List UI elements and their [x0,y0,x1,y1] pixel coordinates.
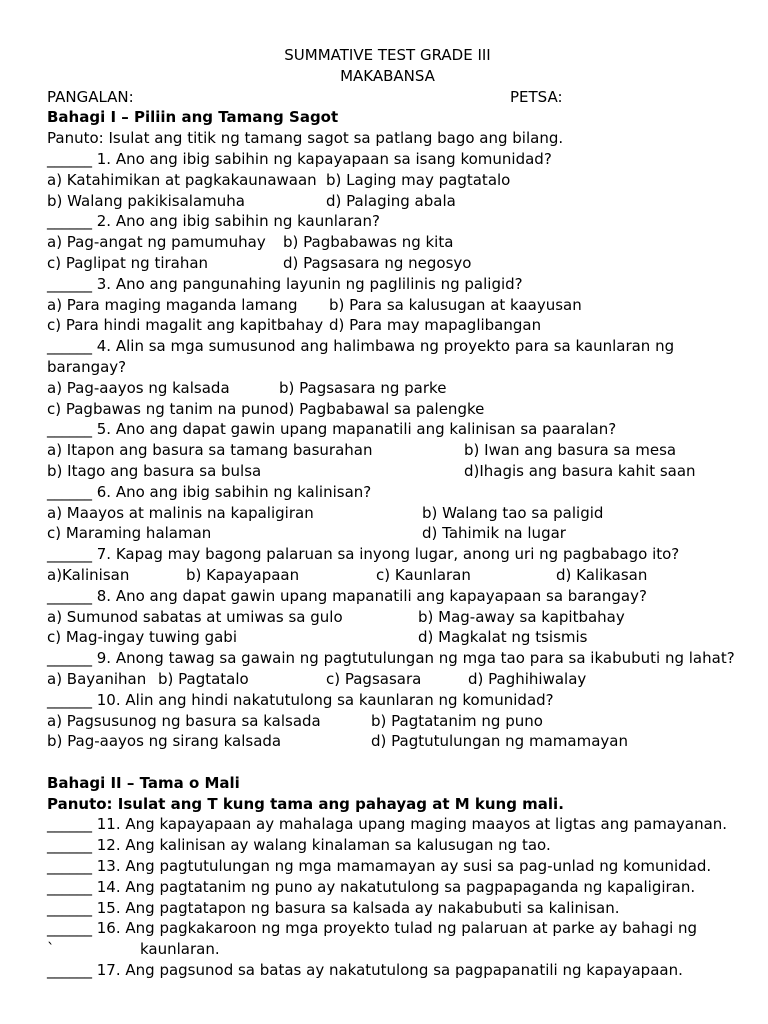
choice: b) Walang tao sa paligid [422,503,604,522]
continuation-text: kaunlaran. [140,940,220,959]
question-4: ______ 4. Alin sa mga sumusunod ang halimbawa ng proyekto para sa kaunlaran ng barangay? [47,337,675,376]
section-gap [47,752,728,773]
choice-row [47,378,728,399]
question-10: ______ 10. Alin ang hindi nakatutulong sa kaunlaran ng komunidad? [47,690,554,709]
choice: b) Laging may pagtatalo [326,170,511,189]
name-date-row [47,87,728,108]
question-8: ______ 8. Ano ang dapat gawin upang mapanatili ang kapayapaan sa barangay? [47,586,647,605]
choice: a) Sumunod sabatas at umiwas sa gulo [47,607,343,626]
choice: c) Kaunlaran [376,565,471,584]
choice: c) Pagbawas ng tanim na puno [47,399,279,418]
choice: a) Itapon ang basura sa tamang basurahan [47,441,373,460]
choice-row [47,565,728,586]
choice: b) Pagsasara ng parke [279,378,447,397]
choice-row [47,731,728,752]
choice-row [47,440,728,461]
choice: d) Pagtutulungan ng mamamayan [371,732,628,751]
choice: a) Katahimikan at pagkakaunawaan [47,170,317,189]
choice: a) Maayos at malinis na kapaligiran [47,503,314,522]
part2-instructions: Panuto: Isulat ang T kung tama ang pahayag at M kung mali. [47,794,564,813]
choice-row [47,627,728,648]
choice-row [47,170,728,191]
choice: a) Bayanihan [47,669,147,688]
true-false-item: ______ 14. Ang pagtatanim ng puno ay nakatutulong sa pagpapaganda ng kapaligiran. [47,877,696,896]
choice-row [47,523,728,544]
choice: b) Itago ang basura sa bulsa [47,461,262,480]
choice: d)Ihagis ang basura kahit saan [464,461,696,480]
part2-heading: Bahagi II – Tama o Mali [47,773,240,792]
choice-row [47,315,728,336]
choice: a)Kalinisan [47,565,130,584]
choice: d) Tahimik na lugar [422,524,566,543]
question-9: ______ 9. Anong tawag sa gawain ng pagtutulungan ng mga tao para sa ikabubuti ng lahat? [47,649,735,668]
choice: b) Para sa kalusugan at kaayusan [329,295,582,314]
choice: c) Para hindi magalit ang kapitbahay [47,316,324,335]
choice: a) Pagsusunog ng basura sa kalsada [47,711,321,730]
choice-row [47,399,728,420]
question-1: ______ 1. Ano ang ibig sabihin ng kapayapaan sa isang komunidad? [47,149,552,168]
question-6: ______ 6. Ano ang ibig sabihin ng kalinisan? [47,482,372,501]
stray-mark: ` [47,940,55,959]
choice: d) Pagsasara ng negosyo [283,253,472,272]
choice: b) Mag-away sa kapitbahay [418,607,625,626]
choice: a) Pag-aayos ng kalsada [47,378,230,397]
true-false-item: ______ 15. Ang pagtatapon ng basura sa kalsada ay nakabubuti sa kalinisan. [47,898,620,917]
true-false-item: ______ 17. Ang pagsunod sa batas ay nakatutulong sa pagpapanatili ng kapayapaan. [47,961,683,980]
true-false-item-continuation [47,939,728,960]
question-7: ______ 7. Kapag may bagong palaruan sa inyong lugar, anong uri ng pagbabago ito? [47,545,680,564]
choice-row [47,191,728,212]
choice: d) Palaging abala [326,191,456,210]
choice: b) Pagtatanim ng puno [371,711,543,730]
choice: d) Magkalat ng tsismis [418,628,588,647]
choice: d) Kalikasan [556,565,648,584]
choice: a) Pag-angat ng pamumuhay [47,233,266,252]
choice: b) Iwan ang basura sa mesa [464,441,677,460]
choice: c) Paglipat ng tirahan [47,253,209,272]
choice: b) Pagbabawas ng kita [283,233,454,252]
true-false-item: ______ 11. Ang kapayapaan ay mahalaga upang maging maayos at ligtas ang pamayanan. [47,815,728,834]
choice: d) Pagbabawal sa palengke [279,399,485,418]
true-false-item: ______ 16. Ang pagkakaroon ng mga proyekto tulad ng palaruan at parke ay bahagi ng [47,919,698,938]
name-label: PANGALAN: [47,87,134,106]
choice: b) Pag-aayos ng sirang kalsada [47,732,282,751]
choice-row [47,711,728,732]
choice: b) Pagtatalo [158,669,249,688]
choice: b) Walang pakikisalamuha [47,191,245,210]
choice-row [47,232,728,253]
choice-row [47,295,728,316]
choice: c) Pagsasara [326,669,422,688]
question-2: ______ 2. Ano ang ibig sabihin ng kaunlaran? [47,212,380,231]
date-label: PETSA: [510,87,563,106]
part1-instructions: Panuto: Isulat ang titik ng tamang sagot sa patlang bago ang bilang. [47,129,564,148]
test-title: SUMMATIVE TEST GRADE III [284,46,491,64]
choice-row [47,253,728,274]
choice-row [47,503,728,524]
true-false-item: ______ 12. Ang kalinisan ay walang kinalaman sa kalusugan ng tao. [47,836,551,855]
choice: d) Para may mapaglibangan [329,316,542,335]
choice-row [47,669,728,690]
choice-row [47,461,728,482]
choice: a) Para maging maganda lamang [47,295,298,314]
question-5: ______ 5. Ano ang dapat gawin upang mapanatili ang kalinisan sa paaralan? [47,420,617,439]
choice: c) Mag-ingay tuwing gabi [47,628,237,647]
choice: c) Maraming halaman [47,524,212,543]
choice-row [47,607,728,628]
subject-title: MAKABANSA [340,66,435,85]
choice: b) Kapayapaan [186,565,300,584]
choice: d) Paghihiwalay [468,669,587,688]
part1-heading: Bahagi I – Piliin ang Tamang Sagot [47,108,339,127]
question-3: ______ 3. Ano ang pangunahing layunin ng paglilinis ng paligid? [47,274,523,293]
true-false-item: ______ 13. Ang pagtutulungan ng mga mamamayan ay susi sa pag-unlad ng komunidad. [47,857,712,876]
